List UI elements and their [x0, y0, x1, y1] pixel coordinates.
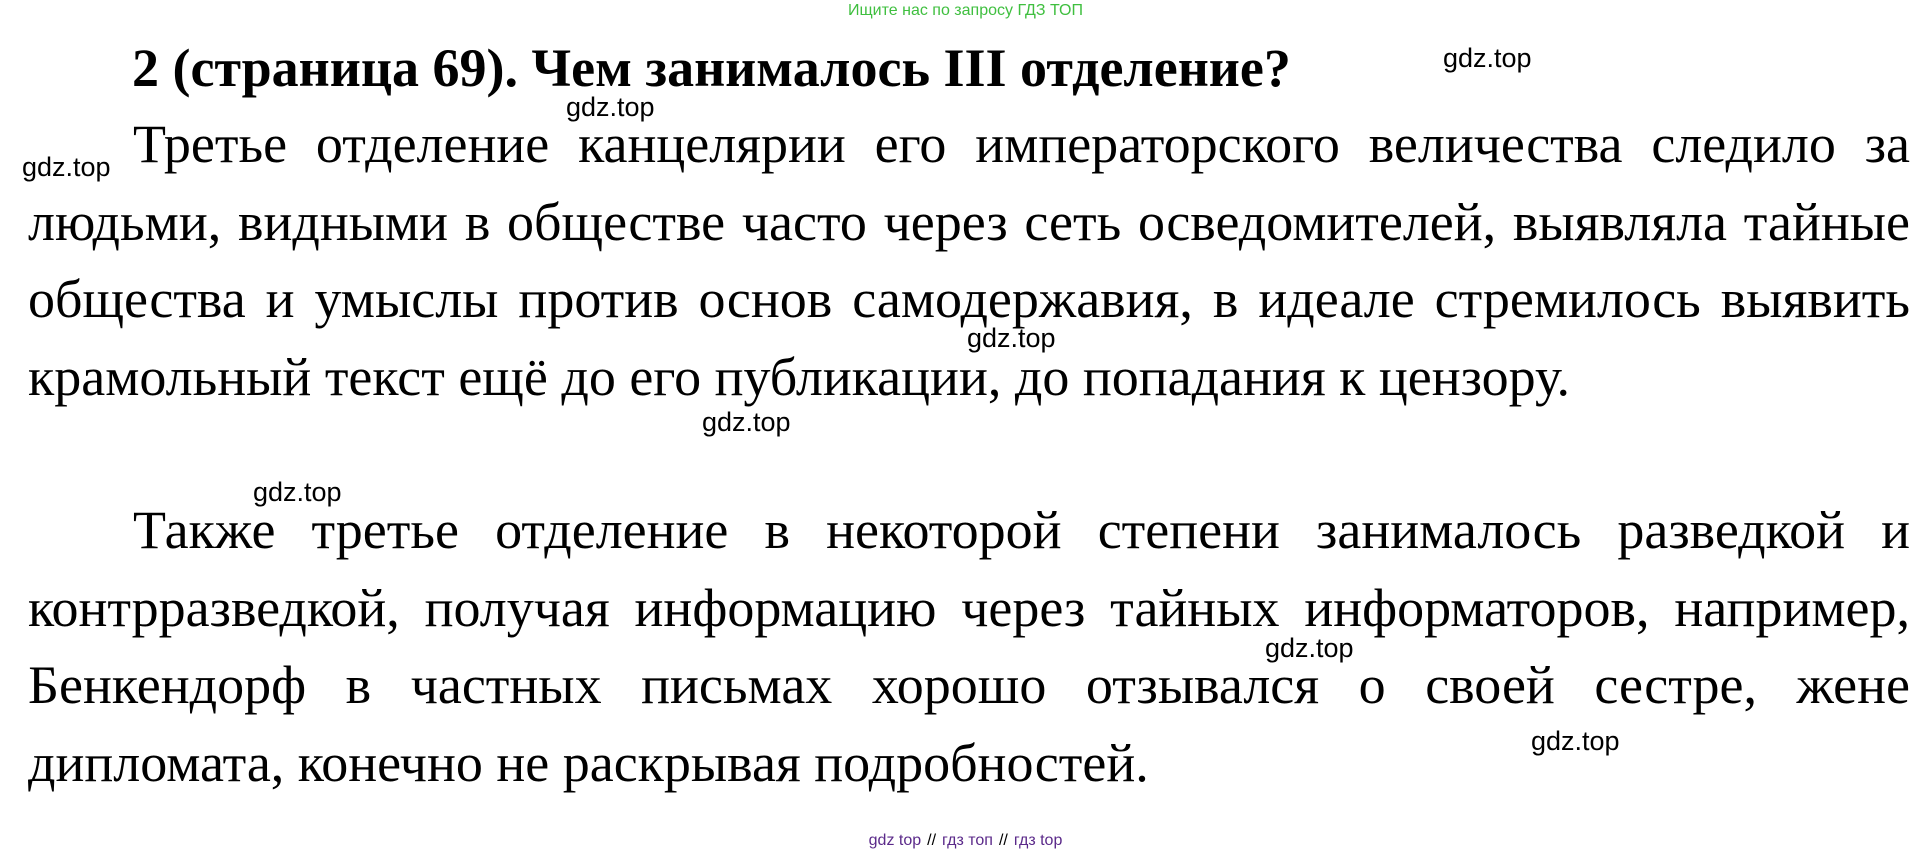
search-banner: Ищите нас по запросу ГДЗ ТОП [848, 2, 1083, 19]
watermark: gdz.top [1265, 633, 1354, 663]
watermark: gdz.top [1531, 726, 1620, 756]
watermark: gdz.top [253, 477, 342, 507]
watermark: gdz.top [967, 323, 1056, 353]
paragraph-2: Также третье отделение в некоторой степени занималось разведкой и контрразведкой, получая информацию через тайных информаторов, например, Бенкендорф в частных письмах хорошо отзывался о своей сестре, жене дипломата, конечно не раскрывая подробностей. [28, 500, 1910, 793]
link-gdz-top-ru[interactable]: гдз топ [942, 832, 993, 849]
link-gdz-top[interactable]: gdz top [868, 832, 922, 849]
link-gdz-top-mixed[interactable]: гдз top [1013, 832, 1063, 849]
paragraph-1: Третье отделение канцелярии его императорского величества следило за людьми, видными в обществе часто через сеть осведомителей, выявляла тайные общества и умыслы против основ самодержавия, в идеале стремилось выявить крамольный текст ещё до его публикации, до попадания к цензору. [28, 114, 1910, 407]
watermark: gdz.top [702, 407, 791, 437]
bottom-links [0, 830, 1931, 852]
watermark: gdz.top [1443, 43, 1532, 73]
link-separator: // [998, 832, 1008, 849]
page-title: 2 (страница 69). Чем занималось III отделение? [132, 38, 1291, 98]
watermark: gdz.top [566, 92, 655, 122]
link-separator: // [927, 832, 937, 849]
watermark: gdz.top [22, 152, 111, 182]
